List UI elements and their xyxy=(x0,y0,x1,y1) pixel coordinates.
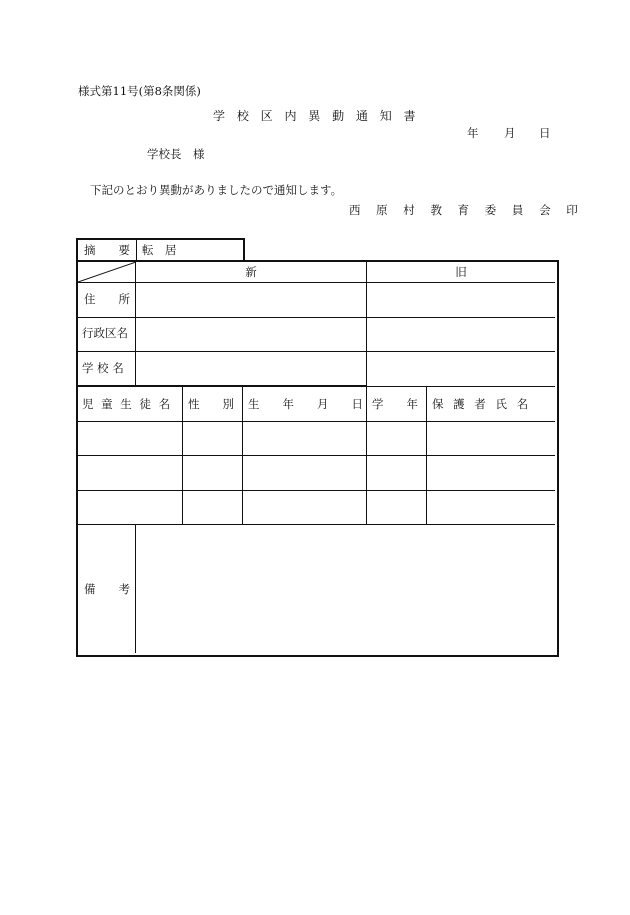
row-divider-4-thin xyxy=(366,386,555,387)
birth-date-header: 生 年 月 日 xyxy=(248,397,363,411)
remarks-divider xyxy=(135,525,136,653)
row-divider-4-thick xyxy=(78,385,366,387)
date-month: 月 xyxy=(504,126,516,140)
date-year: 年 xyxy=(467,126,479,140)
student-name-header: 児 童 生 徒 名 xyxy=(82,397,173,411)
summary-divider xyxy=(136,240,137,262)
issuer: 西 原 村 教 育 委 員 会 印 xyxy=(349,203,584,217)
grade-header: 学 年 xyxy=(372,397,418,411)
label-column-divider xyxy=(135,262,136,386)
date-day: 日 xyxy=(539,126,551,140)
district-label: 行政区名 xyxy=(82,326,128,340)
diagonal-header-cell xyxy=(78,262,136,283)
new-old-divider xyxy=(366,262,367,386)
guardian-name-header: 保 護 者 氏 名 xyxy=(432,397,532,411)
form-number: 様式第11号(第8条関係) xyxy=(78,84,201,98)
student-row-divider-3 xyxy=(78,490,555,491)
student-row-divider-2 xyxy=(78,455,555,456)
column-header-old: 旧 xyxy=(455,265,467,279)
address-label: 住 所 xyxy=(84,292,130,306)
document-title: 学 校 区 内 異 動 通 知 書 xyxy=(213,109,420,123)
row-divider-2 xyxy=(78,317,555,318)
summary-label: 摘 要 xyxy=(84,243,130,257)
summary-value: 転 居 xyxy=(142,243,177,257)
column-header-new: 新 xyxy=(245,265,257,279)
main-table xyxy=(76,260,559,657)
notice-text: 下記のとおり異動がありましたので通知します。 xyxy=(90,183,343,197)
student-row-divider-1 xyxy=(78,421,555,422)
row-divider-3 xyxy=(78,351,555,352)
school-label: 学 校 名 xyxy=(82,361,124,375)
row-divider-1 xyxy=(78,282,555,283)
student-row-divider-4 xyxy=(78,524,555,525)
addressee: 学校長 様 xyxy=(147,147,205,161)
remarks-label: 備 考 xyxy=(84,582,130,596)
gender-header: 性 別 xyxy=(188,397,234,411)
